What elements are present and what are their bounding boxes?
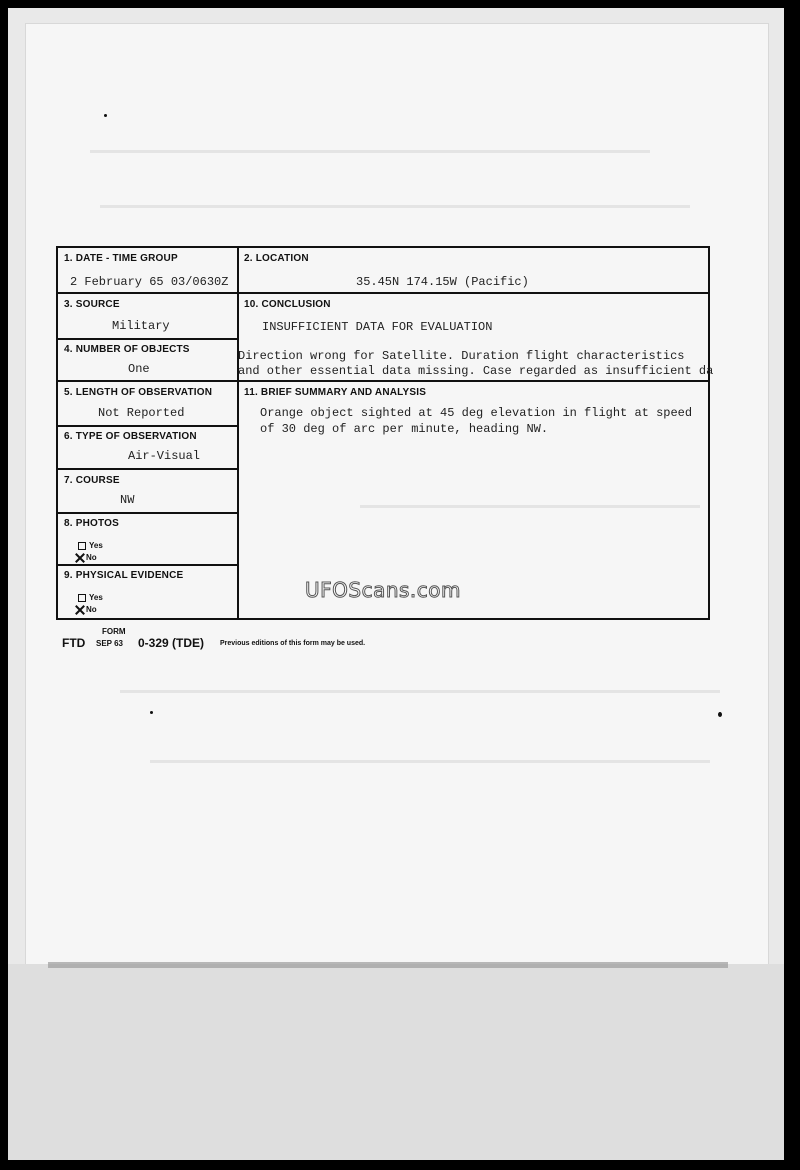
scan-speck xyxy=(718,712,722,717)
row-divider xyxy=(58,380,708,382)
bleed-through-line xyxy=(120,690,720,693)
physical-evidence-yes-checkbox[interactable] xyxy=(78,594,86,602)
physical-evidence-yes-label: Yes xyxy=(89,593,103,602)
date-time-value: 2 February 65 03/0630Z xyxy=(70,275,229,289)
row-divider xyxy=(58,468,238,470)
location-value: 35.45N 174.15W (Pacific) xyxy=(356,275,529,289)
conclusion-label: 10. CONCLUSION xyxy=(244,299,331,310)
physical-evidence-no-checked-checkbox[interactable] xyxy=(76,606,84,614)
row-divider xyxy=(58,512,238,514)
watermark: UFOScans.com xyxy=(305,578,461,602)
number-of-objects-label: 4. NUMBER OF OBJECTS xyxy=(64,344,190,355)
photos-yes-label: Yes xyxy=(89,541,103,550)
bleed-through-line xyxy=(100,205,690,208)
summary-line-2: of 30 deg of arc per minute, heading NW. xyxy=(260,422,549,436)
form-note: Previous editions of this form may be used. xyxy=(220,640,366,647)
row-divider xyxy=(58,425,238,427)
underlying-sheet xyxy=(8,964,784,1160)
report-form xyxy=(56,246,714,620)
bleed-through-line xyxy=(150,760,710,763)
physical-evidence-no-option[interactable] xyxy=(76,605,97,614)
physical-evidence-no-label: No xyxy=(86,605,97,614)
length-of-observation-label: 5. LENGTH OF OBSERVATION xyxy=(64,387,213,398)
row-divider xyxy=(58,338,238,340)
physical-evidence-yes-option[interactable] xyxy=(78,593,103,602)
column-divider xyxy=(237,248,239,618)
row-divider xyxy=(58,564,238,566)
scan-speck xyxy=(150,711,153,714)
conclusion-value: INSUFFICIENT DATA FOR EVALUATION xyxy=(262,320,493,334)
course-label: 7. COURSE xyxy=(64,475,120,486)
course-value: NW xyxy=(120,493,135,507)
type-of-observation-label: 6. TYPE OF OBSERVATION xyxy=(64,431,197,442)
length-of-observation-value: Not Reported xyxy=(98,406,185,420)
photos-yes-checkbox[interactable] xyxy=(78,542,86,550)
photos-no-checked-checkbox[interactable] xyxy=(76,554,84,562)
form-id: FTD xyxy=(62,636,86,650)
page-edge-shadow xyxy=(48,962,728,968)
form-date: SEP 63 xyxy=(96,639,123,648)
number-of-objects-value: One xyxy=(128,362,150,376)
source-value: Military xyxy=(112,319,170,333)
summary-line-1: Orange object sighted at 45 deg elevation in flight at speed xyxy=(260,406,693,420)
date-time-label: 1. DATE - TIME GROUP xyxy=(64,253,178,264)
row-divider xyxy=(58,292,708,294)
form-word: FORM xyxy=(102,627,126,636)
photos-no-label: No xyxy=(86,553,97,562)
type-of-observation-value: Air-Visual xyxy=(128,449,201,463)
source-label: 3. SOURCE xyxy=(64,299,120,310)
photos-label: 8. PHOTOS xyxy=(64,518,119,529)
conclusion-detail-line-1: Direction wrong for Satellite. Duration flight characteristics xyxy=(238,349,685,363)
photos-yes-option[interactable] xyxy=(78,541,103,550)
summary-label: 11. BRIEF SUMMARY AND ANALYSIS xyxy=(244,387,427,398)
scan-speck xyxy=(104,114,107,117)
bleed-through-line xyxy=(90,150,650,153)
conclusion-detail-line-2: and other essential data missing. Case regarded as insufficient da xyxy=(238,364,714,378)
form-number: 0-329 (TDE) xyxy=(138,636,205,650)
location-label: 2. LOCATION xyxy=(244,253,309,264)
physical-evidence-label: 9. PHYSICAL EVIDENCE xyxy=(64,570,184,581)
photos-no-option[interactable] xyxy=(76,553,97,562)
